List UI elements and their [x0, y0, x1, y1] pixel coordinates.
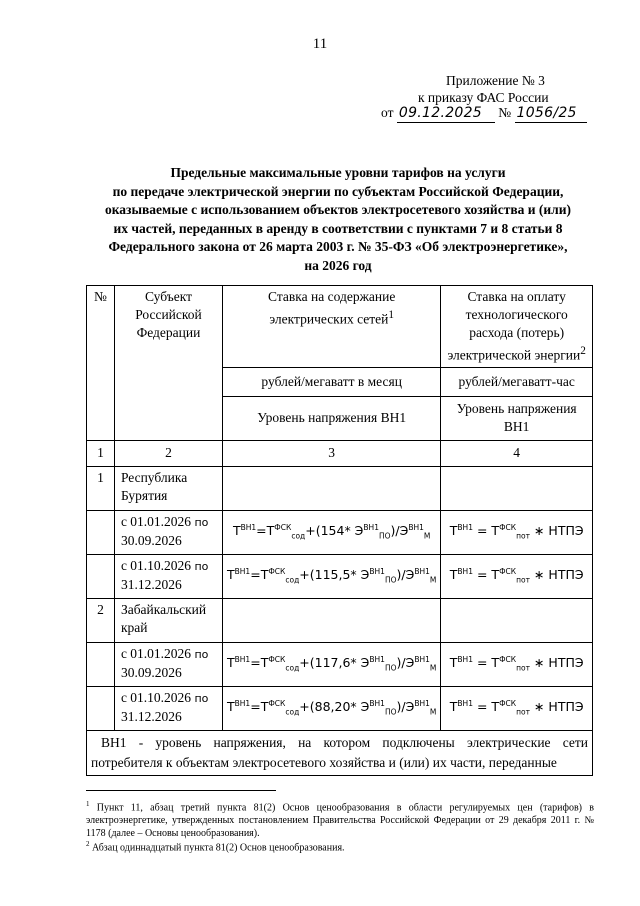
- f-sub: ПО: [384, 575, 397, 585]
- period: [114, 642, 222, 686]
- f-sub: сод: [285, 663, 300, 673]
- empty-cell: [87, 554, 115, 598]
- header-no: №: [87, 286, 115, 441]
- f-symbol: =: [476, 522, 488, 538]
- f-sub: сод: [285, 575, 300, 585]
- footnote-2-text: Абзац одиннадцатый пункта 81(2) Основ ценообразования.: [92, 842, 345, 854]
- region-name: Забайкальский край: [114, 598, 222, 642]
- header-subject: [114, 286, 222, 441]
- f-symbol: =: [476, 698, 488, 714]
- f-symbol: +(: [305, 522, 321, 538]
- period-hint: по: [194, 559, 209, 573]
- table-row: [87, 686, 593, 730]
- page-number: 11: [312, 36, 328, 52]
- period-hint: по: [194, 515, 209, 529]
- f-sup: ВН1: [369, 654, 385, 664]
- period-start: с 01.10.2026: [120, 689, 192, 705]
- formula-loss: [441, 510, 593, 554]
- f-sub: пот: [516, 575, 530, 585]
- f-symbol: НТПЭ: [548, 522, 584, 538]
- f-sup: ВН1: [457, 522, 473, 532]
- appendix-order-line: [381, 104, 587, 123]
- f-symbol: * Э: [350, 566, 370, 582]
- f-symbol: Т: [491, 566, 500, 582]
- f-sup: ВН1: [457, 654, 473, 664]
- document-title: [86, 164, 590, 276]
- formula-maintenance: [223, 554, 441, 598]
- title-line-4: их частей, переданных в аренду в соответствии с пунктами 7 и 8 статьи 8: [113, 220, 563, 236]
- title-line-2: по передаче электрической энергии по субъектам Российской Федерации,: [112, 183, 564, 199]
- footnote-1: [86, 798, 594, 840]
- level-loss: Уровень напряжения ВН1: [441, 396, 593, 440]
- period-start: с 01.10.2026: [120, 557, 192, 573]
- f-symbol: * Э: [344, 522, 364, 538]
- col-number-3: 3: [223, 440, 441, 466]
- table-number-row: [87, 440, 593, 466]
- footnote-divider: [86, 790, 276, 791]
- coefficient: 115,5: [314, 566, 351, 582]
- f-symbol: НТПЭ: [548, 654, 584, 670]
- f-sup: ВН1: [369, 566, 385, 576]
- f-sup: ВН1: [414, 654, 430, 664]
- f-sup: ВН1: [234, 566, 251, 576]
- col-number-4: 4: [441, 440, 593, 466]
- period-end: 31.12.2026: [120, 708, 182, 724]
- footnote-1-mark: 1: [86, 800, 90, 808]
- f-symbol: Т: [260, 566, 269, 582]
- f-symbol: Т: [266, 522, 275, 538]
- formula-loss: [441, 686, 593, 730]
- col-number-1: 1: [87, 440, 115, 466]
- unit-loss: рублей/мегаватт-час: [441, 367, 593, 396]
- appendix-from-prefix: от: [381, 105, 394, 120]
- table-row: [87, 466, 593, 510]
- f-symbol: )/Э: [396, 654, 415, 670]
- f-sub: М: [429, 575, 437, 585]
- f-sup: ВН1: [457, 698, 473, 708]
- f-sup: ВН1: [234, 698, 251, 708]
- period: [114, 686, 222, 730]
- f-sub: М: [429, 663, 437, 673]
- period-end: 30.09.2026: [120, 664, 182, 680]
- f-sub: ПО: [378, 531, 391, 541]
- header-rate-loss: [441, 286, 593, 368]
- f-symbol: * Э: [350, 698, 370, 714]
- appendix-date: 09.12.2025: [397, 105, 495, 123]
- empty-cell: [441, 466, 593, 510]
- empty-cell: [87, 686, 115, 730]
- header-subject-text: Субъект Российской Федерации: [135, 289, 202, 340]
- f-symbol: Т: [449, 566, 458, 582]
- f-sup: ВН1: [369, 698, 385, 708]
- f-sub: пот: [516, 663, 530, 673]
- f-symbol: НТПЭ: [548, 566, 584, 582]
- title-line-6: на 2026 год: [304, 257, 372, 273]
- coefficient: 154: [320, 522, 345, 538]
- coefficient: 88,20: [314, 698, 351, 714]
- f-sup: ФСК: [268, 654, 286, 664]
- header-rate-maintenance-text: Ставка на содержание электрических сетей: [268, 289, 396, 327]
- f-symbol: +(: [299, 566, 315, 582]
- f-symbol: =: [250, 698, 261, 714]
- f-symbol: Т: [260, 654, 269, 670]
- f-sup: ВН1: [234, 654, 251, 664]
- empty-cell: [441, 598, 593, 642]
- f-sup: ФСК: [499, 522, 517, 532]
- empty-cell: [87, 642, 115, 686]
- f-sub: пот: [516, 707, 530, 717]
- empty-cell: [223, 598, 441, 642]
- f-sup: ФСК: [274, 522, 292, 532]
- f-symbol: Т: [232, 522, 241, 538]
- f-symbol: +(: [299, 698, 315, 714]
- appendix-number-prefix: №: [498, 105, 512, 120]
- period-hint: по: [194, 691, 209, 705]
- f-symbol: Т: [491, 698, 500, 714]
- tariff-table: [86, 285, 593, 776]
- f-sup: ВН1: [408, 522, 424, 532]
- f-symbol: Т: [260, 698, 269, 714]
- f-symbol: )/Э: [390, 522, 409, 538]
- f-sub: сод: [291, 531, 306, 541]
- f-sub: сод: [285, 707, 300, 717]
- f-symbol: =: [250, 654, 261, 670]
- f-sup: ФСК: [499, 654, 517, 664]
- f-sub: ПО: [384, 707, 397, 717]
- f-symbol: Т: [227, 698, 235, 714]
- f-sub: М: [429, 707, 437, 717]
- f-symbol: Т: [449, 654, 458, 670]
- f-symbol: =: [476, 566, 488, 582]
- f-symbol: ∗: [533, 654, 545, 670]
- formula-loss: [441, 642, 593, 686]
- f-symbol: +(: [299, 654, 315, 670]
- formula-maintenance: [223, 510, 441, 554]
- f-symbol: =: [250, 566, 261, 582]
- formula-maintenance: [223, 642, 441, 686]
- f-symbol: Т: [449, 522, 458, 538]
- empty-cell: [223, 466, 441, 510]
- period-end: 30.09.2026: [120, 532, 182, 548]
- region-no: 1: [87, 466, 115, 510]
- f-symbol: )/Э: [396, 698, 415, 714]
- f-symbol: * Э: [350, 654, 370, 670]
- f-sub: М: [423, 531, 431, 541]
- title-line-5: Федерального закона от 26 марта 2003 г. № 35-ФЗ «Об электроэнергетике»,: [108, 239, 568, 255]
- region-name: Республика Бурятия: [114, 466, 222, 510]
- f-sup: ФСК: [268, 698, 286, 708]
- period-start: с 01.01.2026: [120, 513, 192, 529]
- appendix-number: 1056/25: [515, 105, 587, 123]
- f-symbol: НТПЭ: [548, 698, 584, 714]
- coefficient: 117,6: [314, 654, 351, 670]
- f-symbol: ∗: [533, 566, 545, 582]
- f-sup: ВН1: [414, 698, 430, 708]
- f-sup: ВН1: [457, 566, 473, 576]
- table-row: [87, 642, 593, 686]
- col-number-2: 2: [114, 440, 222, 466]
- f-sup: ФСК: [499, 698, 517, 708]
- formula-loss: [441, 554, 593, 598]
- footnote-2-mark: 2: [86, 840, 90, 848]
- appendix-line1: Приложение № 3: [446, 73, 545, 88]
- title-line-3: оказываемые с использованием объектов электросетевого хозяйства и (или): [104, 202, 572, 218]
- f-symbol: )/Э: [396, 566, 415, 582]
- period-end: 31.12.2026: [120, 576, 182, 592]
- period: [114, 554, 222, 598]
- period-hint: по: [194, 647, 209, 661]
- f-symbol: =: [476, 654, 488, 670]
- f-symbol: Т: [227, 654, 235, 670]
- table-header-row: [87, 286, 593, 368]
- table-row: [87, 554, 593, 598]
- f-symbol: Т: [491, 654, 500, 670]
- table-note-row: [87, 730, 593, 775]
- period-start: с 01.01.2026: [120, 645, 192, 661]
- footnote-ref-2: 2: [580, 345, 586, 357]
- table-row: [87, 598, 593, 642]
- f-symbol: ∗: [533, 698, 545, 714]
- f-sup: ВН1: [240, 522, 257, 532]
- period: [114, 510, 222, 554]
- f-sup: ФСК: [268, 566, 286, 576]
- f-sub: пот: [516, 531, 530, 541]
- f-sup: ВН1: [414, 566, 430, 576]
- appendix-line2: к приказу ФАС России: [418, 90, 549, 105]
- f-symbol: ∗: [533, 522, 545, 538]
- table-row: [87, 510, 593, 554]
- table-note: ВН1 - уровень напряжения, на котором подключены электрические сети потребителя к объектам электросетевого хозяйства и (или) их части, переданные: [87, 730, 593, 775]
- formula-maintenance: [223, 686, 441, 730]
- header-rate-loss-text: Ставка на оплату технологического расхода (потерь) электрической энергии: [447, 289, 581, 363]
- f-sup: ФСК: [499, 566, 517, 576]
- title-line-1: Предельные максимальные уровни тарифов на услуги: [170, 165, 506, 180]
- f-sup: ВН1: [363, 522, 379, 532]
- region-no: 2: [87, 598, 115, 642]
- footnote-2: [86, 838, 594, 854]
- empty-cell: [87, 510, 115, 554]
- f-symbol: Т: [449, 698, 458, 714]
- footnote-ref-1: 1: [388, 309, 394, 321]
- header-rate-maintenance: [223, 286, 441, 368]
- f-symbol: Т: [227, 566, 235, 582]
- level-maintenance: Уровень напряжения ВН1: [223, 396, 441, 440]
- footnote-1-text: Пункт 11, абзац третий пункта 81(2) Основ ценообразования в области регулируемых цен (тарифов) в электроэнергетике, утвержденных постановлением Правительства Российской Федерации от 29 декабря 2011 г. № 1178 (далее – Основы ценообразования).: [86, 802, 595, 840]
- unit-maintenance: рублей/мегаватт в месяц: [223, 367, 441, 396]
- f-symbol: Т: [491, 522, 500, 538]
- f-sub: ПО: [384, 663, 397, 673]
- f-symbol: =: [256, 522, 267, 538]
